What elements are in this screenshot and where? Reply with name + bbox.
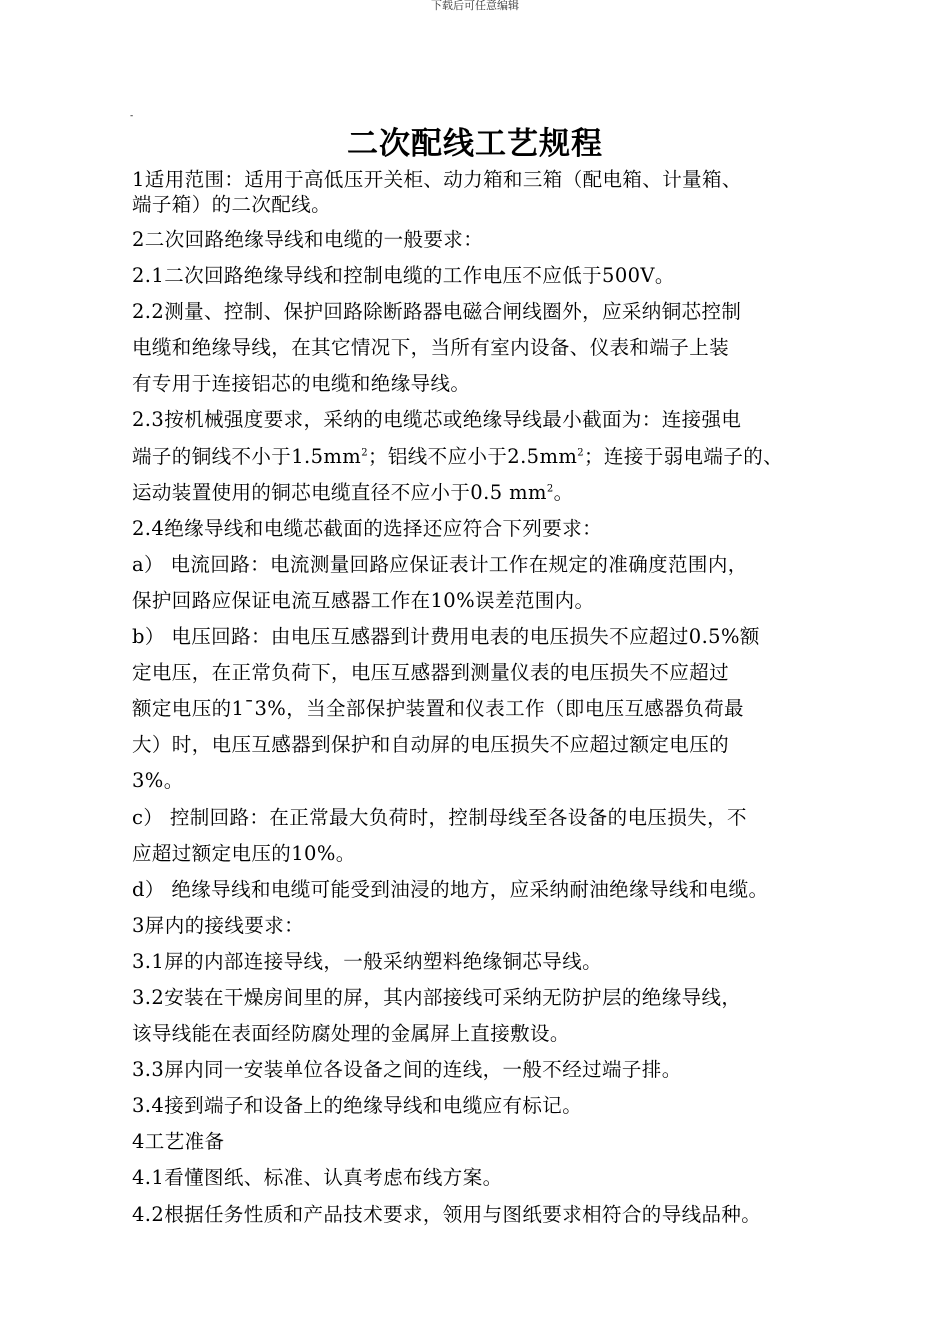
paragraph-line: 该导线能在表面经防腐处理的金属屏上直接敷设。 (132, 1022, 570, 1046)
paragraph-line: 2.1二次回路绝缘导线和控制电缆的工作电压不应低于500V。 (132, 264, 675, 288)
paragraph-line: 定电压，在正常负荷下，电压互感器到测量仪表的电压损失不应超过 (132, 661, 730, 685)
paragraph-line: 2.2测量、控制、保护回路除断路器电磁合闸线圈外，应采纳铜芯控制 (132, 300, 742, 324)
paragraph-line: 端子箱）的二次配线。 (132, 192, 332, 216)
document-title: 二次配线工艺规程 (347, 126, 603, 162)
document-body (132, 168, 832, 1233)
paragraph-line: 有专用于连接铝芯的电缆和绝缘导线。 (132, 372, 471, 396)
paragraph-line: 3.1屏的内部连接导线，一般采纳塑料绝缘铜芯导线。 (132, 949, 603, 973)
margin-mark: - (130, 111, 134, 121)
paragraph-line: 2.3按机械强度要求，采纳的电缆芯或绝缘导线最小截面为：连接强电 (132, 408, 742, 432)
paragraph-line: d） 绝缘导线和电缆可能受到油浸的地方，应采纳耐油绝缘导线和电缆。 (132, 877, 769, 901)
section-heading: 2二次回路绝缘导线和电缆的一般要求： (132, 228, 484, 251)
paragraph-line: 电缆和绝缘导线，在其它情况下，当所有室内设备、仪表和端子上装 (132, 336, 730, 360)
text-run: 。 (553, 480, 574, 504)
superscript: 2 (546, 483, 554, 495)
paragraph-line: 3.3屏内同一安装单位各设备之间的连线，一般不经过端子排。 (132, 1058, 682, 1082)
paragraph-line: 3.4接到端子和设备上的绝缘导线和电缆应有标记。 (132, 1094, 583, 1118)
text-run: ；铝线不应小于2.5mm (367, 444, 578, 468)
section-heading: 3屏内的接线要求： (132, 913, 305, 937)
text-run: 运动装置使用的铜芯电缆直径不应小于0.5 mm (132, 480, 547, 504)
superscript: 2 (361, 447, 368, 459)
page-header-note: 下载后可任意编辑 (431, 0, 519, 12)
section-heading: 4工艺准备 (132, 1130, 225, 1154)
paragraph-line: b） 电压回路：由电压互感器到计费用电表的电压损失不应超过0.5%额 (132, 625, 760, 649)
paragraph-line: 3.2安装在干燥房间里的屏，其内部接线可采纳无防护层的绝缘导线， (132, 985, 742, 1009)
text-run: 端子的铜线不小于1.5mm (132, 444, 362, 468)
paragraph-line (132, 439, 832, 475)
superscript: 2 (577, 447, 585, 459)
text-run: ；连接于弱电端子的、 (584, 444, 784, 468)
paragraph-line: 保护回路应保证电流互感器工作在10%误差范围内。 (132, 588, 595, 612)
paragraph-line: 3%。 (132, 769, 184, 793)
paragraph-line (132, 475, 832, 511)
paragraph-line: a） 电流回路：电流测量回路应保证表计工作在规定的准确度范围内， (132, 552, 748, 576)
paragraph-line: 2.4绝缘导线和电缆芯截面的选择还应符合下列要求： (132, 516, 603, 540)
paragraph-line: 4.2根据任务性质和产品技术要求，领用与图纸要求相符合的导线品种。 (132, 1202, 762, 1226)
paragraph-line: c） 控制回路：在正常最大负荷时，控制母线至各设备的电压损失，不 (132, 805, 747, 829)
paragraph-line: 4.1看懂图纸、标准、认真考虑布线方案。 (132, 1166, 503, 1190)
paragraph-line-scope: 1适用范围：适用于高低压开关柜、动力箱和三箱（配电箱、计量箱、 (132, 168, 742, 191)
paragraph-line: 额定电压的1¯3%，当全部保护装置和仪表工作（即电压互感器负荷最 (132, 697, 744, 721)
paragraph-line: 大）时，电压互感器到保护和自动屏的电压损失不应超过额定电压的 (132, 733, 730, 757)
paragraph-line: 应超过额定电压的10%。 (132, 841, 356, 865)
